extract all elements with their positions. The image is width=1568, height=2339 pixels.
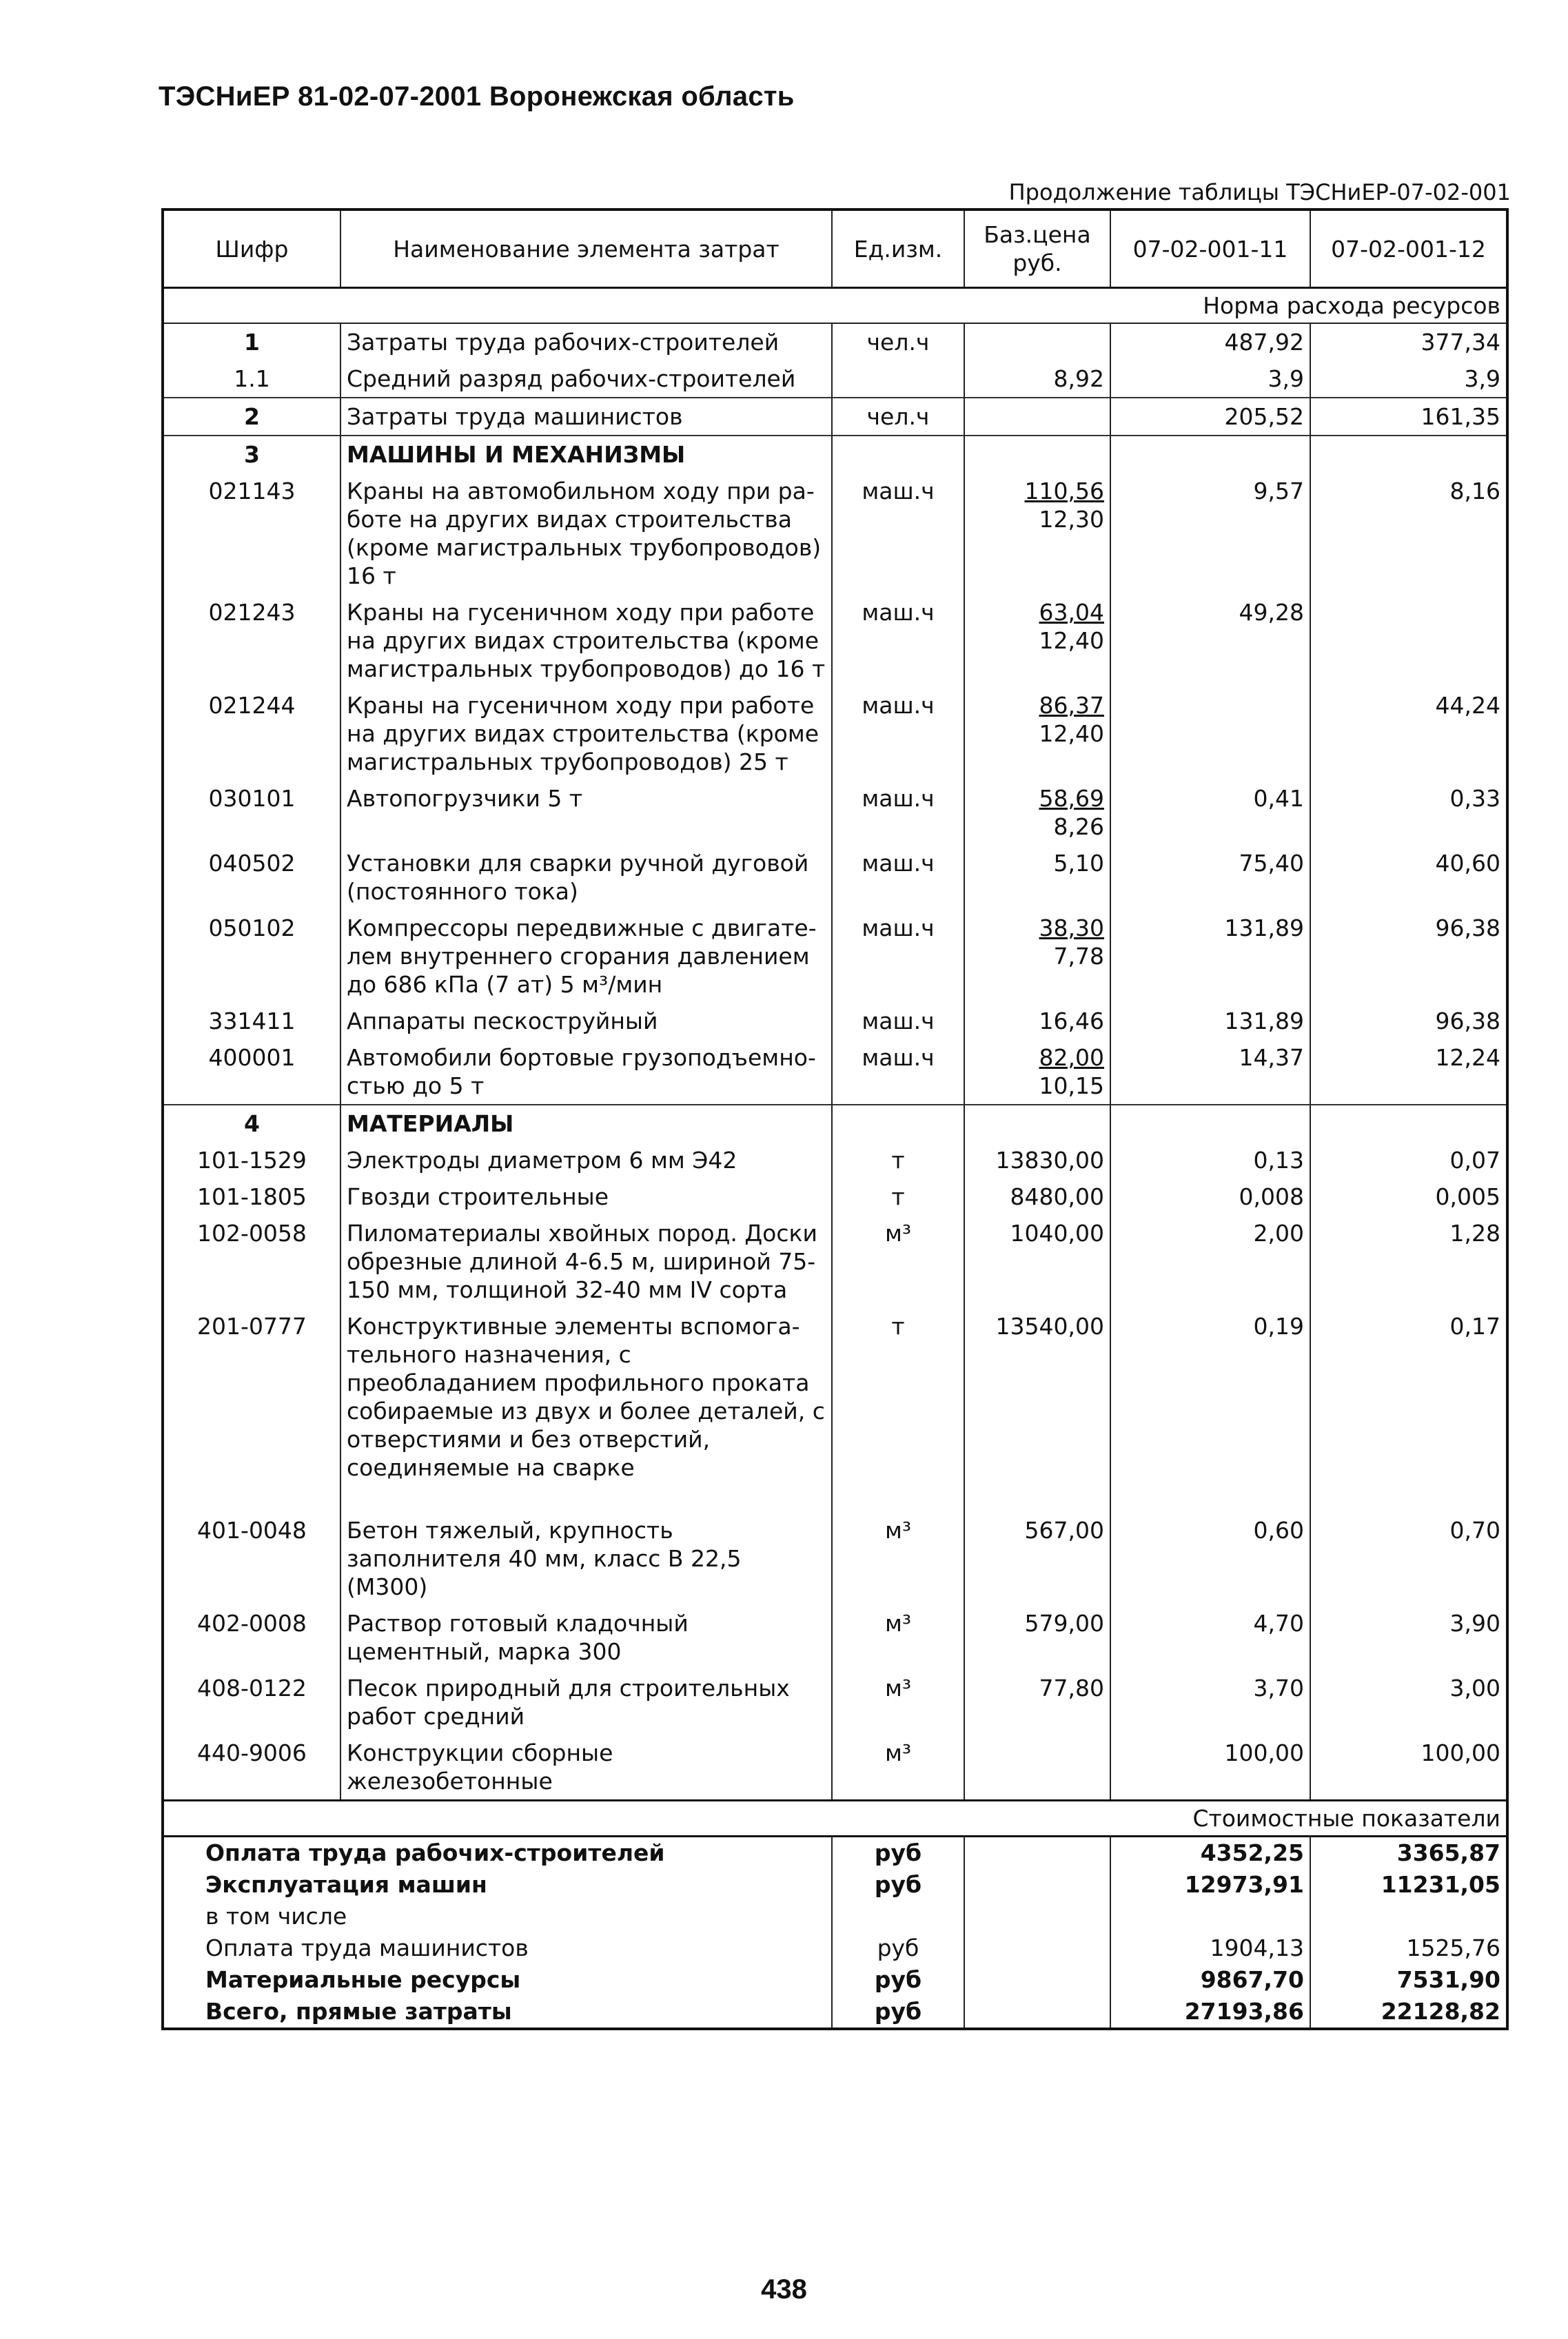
machine-row [163,1039,1507,1105]
row-name: Затраты труда рабочих-строителей [340,323,832,360]
row-norm-b: 12,24 [1310,1039,1507,1105]
machine-row [163,845,1507,910]
empty-cell [964,1964,1110,1996]
row-name: Автомобили бортовые грузоподъемно-стью до 5 т [340,1039,832,1105]
row-norm-b: 0,005 [1310,1178,1507,1215]
row-code: 021243 [163,594,340,687]
row-price: 8480,00 [964,1178,1110,1215]
row-norm-a: 0,13 [1110,1142,1310,1178]
row-price [964,1039,1110,1105]
row-code: 2 [163,398,340,436]
total-row [163,1932,1507,1964]
total-unit [832,1901,964,1932]
row-unit: чел.ч [832,398,964,436]
empty-cell [964,1901,1110,1932]
total-value-b: 22128,82 [1310,1996,1507,2029]
empty-cell [964,1869,1110,1901]
row-name: Краны на автомобильном ходу при ра-боте на других видах строительства (кроме магистральных трубопроводов) 16 т [340,473,832,594]
material-row [163,1215,1507,1308]
header-code: Шифр [163,210,340,288]
row-price: 13540,00 [964,1308,1110,1512]
row-unit: м³ [832,1512,964,1605]
row-norm-a: 4,70 [1110,1605,1310,1670]
section-heading-row [163,436,1507,473]
row-unit: м³ [832,1670,964,1735]
total-row [163,1869,1507,1901]
machine-row [163,1003,1507,1039]
row-norm-b: 161,35 [1310,398,1507,436]
empty-cell [832,436,964,473]
total-value-a: 1904,13 [1110,1932,1310,1964]
machine-row [163,594,1507,687]
row-code: 400001 [163,1039,340,1105]
total-label: Эксплуатация машин [163,1869,832,1901]
page-number: 438 [761,2274,807,2305]
row-norm-b: 1,28 [1310,1215,1507,1308]
row-price [964,398,1110,436]
price-primary: 5,10 [1053,850,1104,877]
empty-cell [1110,436,1310,473]
price-secondary: 10,15 [1039,1072,1104,1099]
header-price: Баз.цена руб. [964,210,1110,288]
row-norm-a: 0,60 [1110,1512,1310,1605]
empty-cell [964,1932,1110,1964]
row-norm-b: 40,60 [1310,845,1507,910]
norms-band-label: Норма расхода ресурсов [163,288,1507,324]
row-norm-a: 3,70 [1110,1670,1310,1735]
row-code: 408-0122 [163,1670,340,1735]
row-norm-b: 3,90 [1310,1605,1507,1670]
row-norm-a: 2,00 [1110,1215,1310,1308]
machine-row [163,687,1507,780]
row-price [964,594,1110,687]
row-code: 101-1529 [163,1142,340,1178]
header-col-a: 07-02-001-11 [1110,210,1310,288]
row-price [964,910,1110,1003]
row-norm-b: 96,38 [1310,1003,1507,1039]
material-row [163,1735,1507,1801]
row-norm-a: 0,008 [1110,1178,1310,1215]
row-unit: чел.ч [832,323,964,360]
total-row [163,1964,1507,1996]
total-unit: руб [832,1837,964,1870]
row-name: Аппараты пескоструйный [340,1003,832,1039]
table-body [163,288,1507,2030]
total-unit: руб [832,1932,964,1964]
labor-row [163,323,1507,360]
row-price: 1040,00 [964,1215,1110,1308]
row-norm-a: 3,9 [1110,360,1310,398]
document-title: ТЭСНиЕР 81-02-07-2001 Воронежская область [159,81,795,112]
row-norm-b: 3,00 [1310,1670,1507,1735]
table-continuation-caption: Продолжение таблицы ТЭСНиЕР-07-02-001 [1008,179,1511,205]
row-code: 050102 [163,910,340,1003]
price-primary: 16,46 [1039,1008,1104,1034]
empty-cell [964,1837,1110,1870]
total-value-a: 27193,86 [1110,1996,1310,2029]
header-unit: Ед.изм. [832,210,964,288]
row-name: Гвозди строительные [340,1178,832,1215]
row-norm-b: 44,24 [1310,687,1507,780]
row-price [964,780,1110,845]
total-row [163,1837,1507,1870]
row-name: Краны на гусеничном ходу при работе на других видах строительства (кроме магистральных трубопроводов) 25 т [340,687,832,780]
total-label: Всего, прямые затраты [163,1996,832,2029]
row-name: Пиломатериалы хвойных пород. Доски обрезные длиной 4-6.5 м, шириной 75-150 мм, толщиной 32-40 мм IV сорта [340,1215,832,1308]
row-norm-a: 131,89 [1110,1003,1310,1039]
row-code: 1.1 [163,360,340,398]
row-price: 77,80 [964,1670,1110,1735]
row-name: Автопогрузчики 5 т [340,780,832,845]
row-norm-a: 9,57 [1110,473,1310,594]
costs-band-label: Стоимостные показатели [163,1801,1507,1837]
price-primary: 58,69 [1039,785,1104,812]
row-unit: м³ [832,1605,964,1670]
row-price [964,323,1110,360]
row-code: 040502 [163,845,340,910]
row-norm-a: 100,00 [1110,1735,1310,1801]
row-norm-a: 205,52 [1110,398,1310,436]
row-name: Установки для сварки ручной дуговой (постоянного тока) [340,845,832,910]
row-unit: м³ [832,1215,964,1308]
section-code: 4 [163,1105,340,1142]
material-row [163,1142,1507,1178]
row-norm-b: 8,16 [1310,473,1507,594]
row-code: 1 [163,323,340,360]
header-name: Наименование элемента затрат [340,210,832,288]
row-price: 13830,00 [964,1142,1110,1178]
row-name: Электроды диаметром 6 мм Э42 [340,1142,832,1178]
price-primary: 38,30 [1039,915,1104,941]
row-price [964,473,1110,594]
row-norm-a: 0,19 [1110,1308,1310,1512]
row-price: 567,00 [964,1512,1110,1605]
row-unit: маш.ч [832,1039,964,1105]
labor-row [163,360,1507,398]
row-price [964,1735,1110,1801]
machine-row [163,910,1507,1003]
row-norm-a: 131,89 [1110,910,1310,1003]
row-name: Средний разряд рабочих-строителей [340,360,832,398]
total-value-b: 1525,76 [1310,1932,1507,1964]
total-unit: руб [832,1964,964,1996]
price-secondary: 12,40 [1039,720,1104,747]
row-norm-b: 96,38 [1310,910,1507,1003]
row-unit: маш.ч [832,780,964,845]
empty-cell [964,436,1110,473]
material-row [163,1308,1507,1512]
row-unit: т [832,1308,964,1512]
total-row [163,1901,1507,1932]
total-value-a: 12973,91 [1110,1869,1310,1901]
row-norm-b: 0,33 [1310,780,1507,845]
price-primary: 82,00 [1039,1044,1104,1071]
total-value-a [1110,1901,1310,1932]
row-code: 101-1805 [163,1178,340,1215]
row-code: 021244 [163,687,340,780]
row-price [964,1003,1110,1039]
total-row [163,1996,1507,2029]
total-unit: руб [832,1869,964,1901]
row-norm-a [1110,687,1310,780]
row-unit: маш.ч [832,687,964,780]
empty-cell [964,1996,1110,2029]
row-unit: маш.ч [832,910,964,1003]
row-price [964,845,1110,910]
price-secondary: 8,26 [1053,813,1104,840]
table-header-row [163,210,1507,288]
row-price [964,687,1110,780]
section-heading-row [163,1105,1507,1142]
material-row [163,1670,1507,1735]
row-code: 021143 [163,473,340,594]
row-code: 331411 [163,1003,340,1039]
total-value-a: 9867,70 [1110,1964,1310,1996]
row-code: 201-0777 [163,1308,340,1512]
total-value-b: 3365,87 [1310,1837,1507,1870]
labor-row [163,398,1507,436]
machine-row [163,780,1507,845]
empty-cell [1310,436,1507,473]
row-norm-b: 100,00 [1310,1735,1507,1801]
material-row [163,1512,1507,1605]
row-name: Бетон тяжелый, крупность заполнителя 40 мм, класс В 22,5 (М300) [340,1512,832,1605]
price-secondary: 7,78 [1053,943,1104,970]
row-unit: маш.ч [832,473,964,594]
empty-cell [1310,1105,1507,1142]
row-norm-a: 487,92 [1110,323,1310,360]
row-norm-b: 0,70 [1310,1512,1507,1605]
machine-row [163,473,1507,594]
norms-band-row [163,288,1507,324]
total-value-b: 7531,90 [1310,1964,1507,1996]
row-norm-a: 0,41 [1110,780,1310,845]
row-code: 402-0008 [163,1605,340,1670]
row-name: Раствор готовый кладочный цементный, марка 300 [340,1605,832,1670]
total-value-b: 11231,05 [1310,1869,1507,1901]
row-unit: маш.ч [832,845,964,910]
row-norm-a: 14,37 [1110,1039,1310,1105]
empty-cell [964,1105,1110,1142]
price-secondary: 12,30 [1039,506,1104,533]
row-unit: т [832,1142,964,1178]
row-code: 030101 [163,780,340,845]
empty-cell [1110,1105,1310,1142]
row-norm-a: 75,40 [1110,845,1310,910]
row-norm-b: 0,07 [1310,1142,1507,1178]
row-norm-b: 3,9 [1310,360,1507,398]
material-row [163,1605,1507,1670]
row-unit: маш.ч [832,1003,964,1039]
row-name: Краны на гусеничном ходу при работе на других видах строительства (кроме магистральных трубопроводов) до 16 т [340,594,832,687]
costs-band-row [163,1801,1507,1837]
total-value-b [1310,1901,1507,1932]
row-code: 440-9006 [163,1735,340,1801]
row-name: Конструктивные элементы вспомога-тельного назначения, с преобладанием профильного проката собираемые из двух и более деталей, с отверстиями и без отверстий, соединяемые на сварке [340,1308,832,1512]
total-label: Оплата труда рабочих-строителей [163,1837,832,1870]
row-unit: маш.ч [832,594,964,687]
total-unit: руб [832,1996,964,2029]
total-label: в том числе [163,1901,832,1932]
section-title: МАТЕРИАЛЫ [340,1105,832,1142]
row-name: Затраты труда машинистов [340,398,832,436]
row-code: 401-0048 [163,1512,340,1605]
total-value-a: 4352,25 [1110,1837,1310,1870]
price-primary: 110,56 [1024,478,1104,504]
row-code: 102-0058 [163,1215,340,1308]
total-label: Оплата труда машинистов [163,1932,832,1964]
total-label: Материальные ресурсы [163,1964,832,1996]
empty-cell [832,1105,964,1142]
row-price: 8,92 [964,360,1110,398]
price-primary: 86,37 [1039,692,1104,719]
row-norm-b: 377,34 [1310,323,1507,360]
price-secondary: 12,40 [1039,627,1104,654]
row-name: Компрессоры передвижные с двигате-лем внутреннего сгорания давлением до 686 кПа (7 ат) 5 м³/мин [340,910,832,1003]
row-price: 579,00 [964,1605,1110,1670]
row-norm-b [1310,594,1507,687]
header-col-b: 07-02-001-12 [1310,210,1507,288]
row-unit [832,360,964,398]
row-name: Песок природный для строительных работ средний [340,1670,832,1735]
row-unit: м³ [832,1735,964,1801]
row-norm-b: 0,17 [1310,1308,1507,1512]
material-row [163,1178,1507,1215]
section-code: 3 [163,436,340,473]
price-primary: 63,04 [1039,599,1104,626]
row-unit: т [832,1178,964,1215]
resource-norms-table [161,208,1509,2030]
row-name: Конструкции сборные железобетонные [340,1735,832,1801]
section-title: МАШИНЫ И МЕХАНИЗМЫ [340,436,832,473]
row-norm-a: 49,28 [1110,594,1310,687]
